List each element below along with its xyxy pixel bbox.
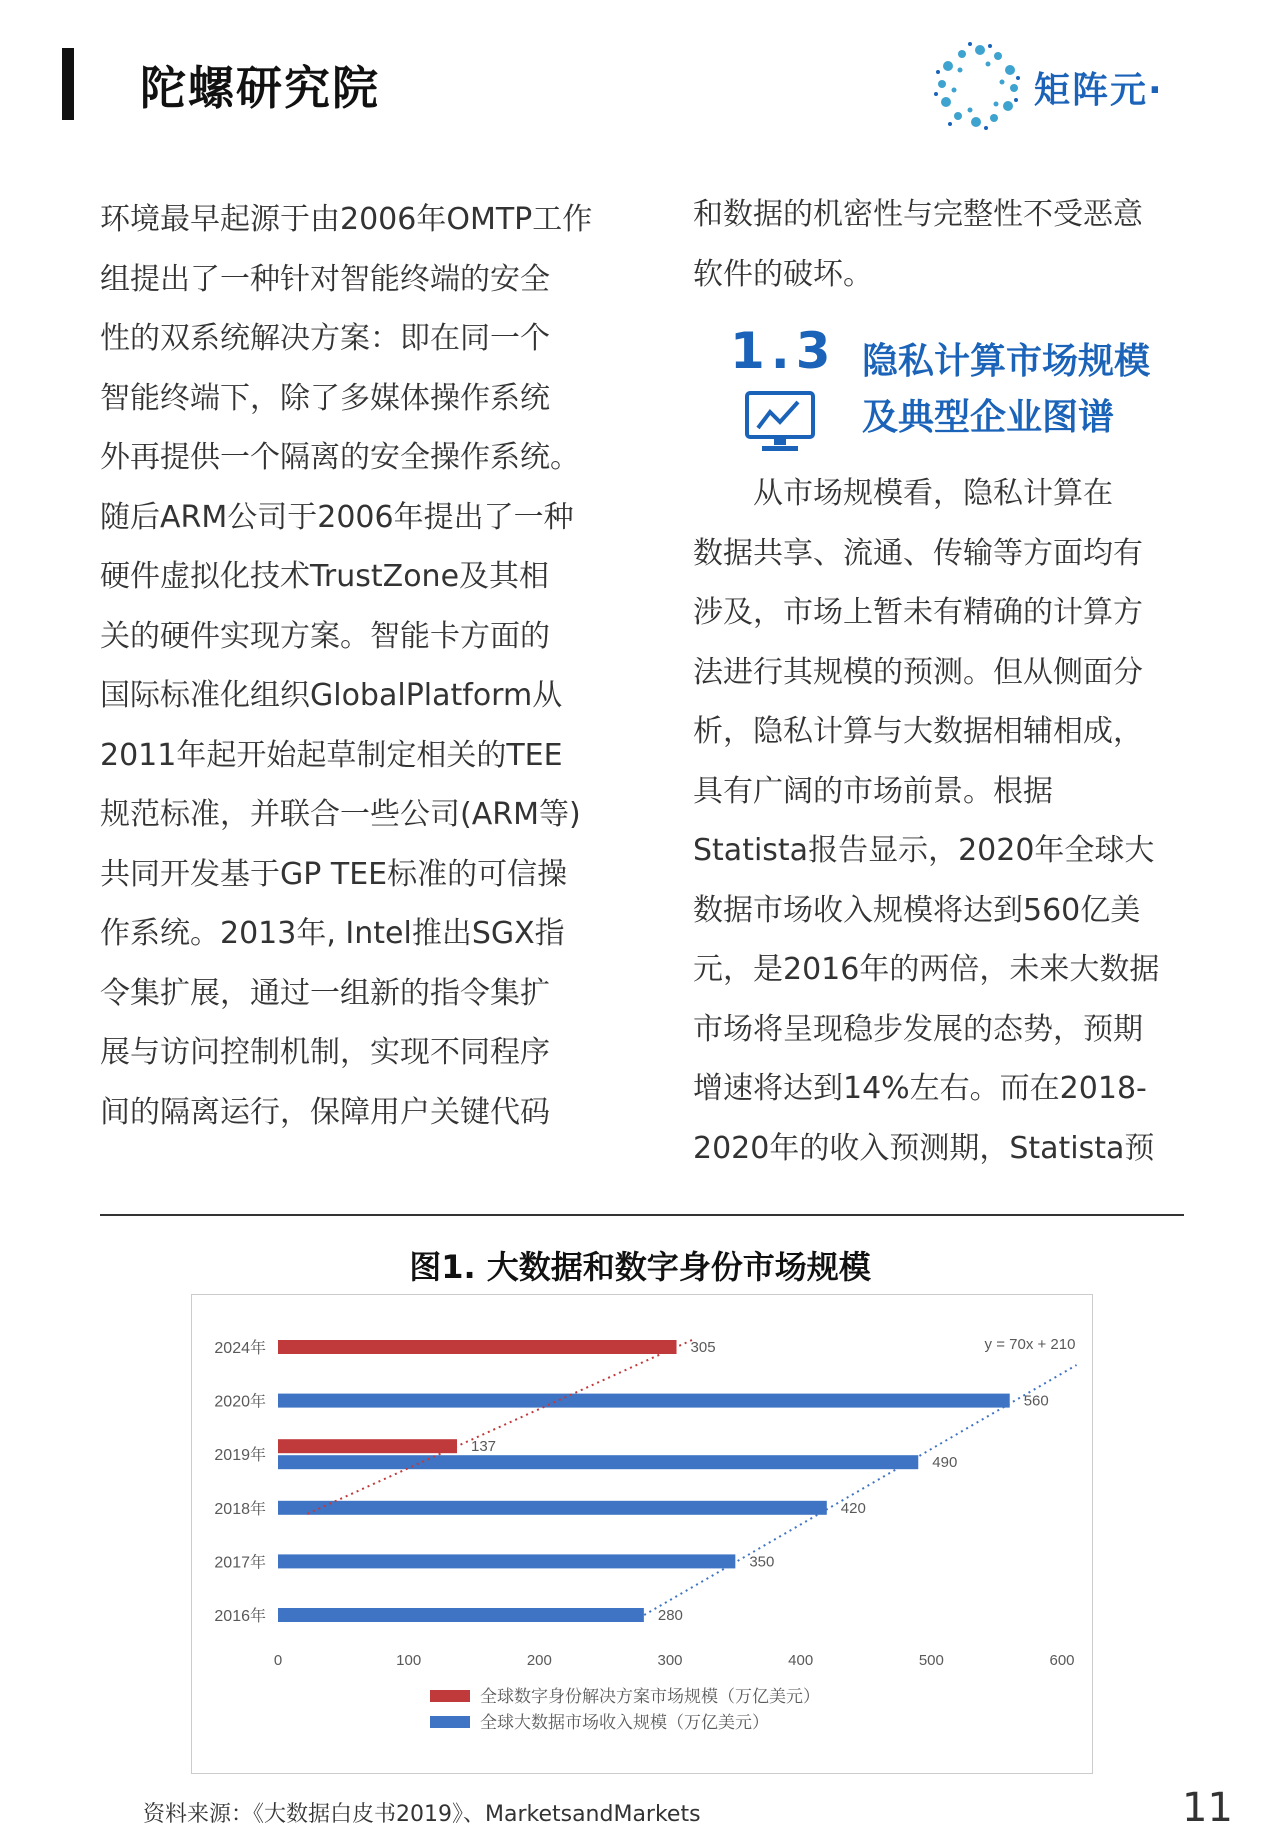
text-line: 涉及，市场上暂未有精确的计算方 (693, 595, 1143, 630)
trendline-label: y = 70x + 210 (984, 1336, 1076, 1353)
text-line: 展与访问控制机制，实现不同程序 (100, 1035, 550, 1070)
figure-title: 图1. 大数据和数字身份市场规模 (409, 1248, 871, 1286)
data-label: 560 (1023, 1392, 1049, 1410)
section-heading (730, 322, 1200, 452)
logo-mark-icon (930, 38, 1030, 134)
text-line: 2011年起开始起草制定相关的TEE (100, 737, 563, 773)
text-line: 软件的破坏。 (693, 256, 873, 292)
section-title (862, 334, 1150, 446)
right-column-top-text (693, 185, 1193, 304)
brand-title: 陀螺研究院 (140, 61, 380, 115)
x-tick-label: 400 (788, 1652, 814, 1669)
text-line: 市场将呈现稳步发展的态势，预期 (693, 1011, 1143, 1047)
text-line: 外再提供一个隔离的安全操作系统。 (100, 440, 580, 475)
legend-swatch (430, 1690, 470, 1702)
data-label: 305 (690, 1339, 716, 1356)
text-line: 2020年的收入预测期，Statista预 (693, 1130, 1155, 1166)
logo-text: 矩阵元· (1034, 70, 1164, 111)
text-line: 数据市场收入规模将达到560亿美 (693, 892, 1141, 928)
text-line: 组提出了一种针对智能终端的安全 (100, 261, 550, 297)
x-tick-label: 100 (396, 1652, 422, 1669)
data-label: 280 (657, 1607, 683, 1624)
x-tick-label: 600 (1049, 1652, 1075, 1669)
x-tick-label: 0 (273, 1652, 283, 1669)
logo (930, 38, 1190, 134)
x-tick-label: 200 (526, 1652, 552, 1669)
chart-monitor-icon (744, 390, 816, 454)
text-line: 和数据的机密性与完整性不受恶意 (693, 197, 1143, 232)
y-tick-label: 2018年 (214, 1500, 266, 1518)
x-tick-label: 300 (657, 1652, 683, 1669)
data-label: 490 (932, 1454, 958, 1472)
figure-divider (100, 1214, 1184, 1216)
bar (278, 1340, 677, 1354)
y-tick-label: 2019年 (214, 1447, 266, 1465)
legend-swatch (430, 1716, 470, 1728)
text-line: 环境最早起源于由2006年OMTP工作 (100, 202, 593, 237)
trendline (307, 1339, 694, 1514)
right-column-body-text (693, 464, 1193, 1178)
text-line: 作系统。2013年, Intel推出SGX指 (100, 916, 565, 951)
text-line: 关的硬件实现方案。智能卡方面的 (100, 618, 550, 654)
data-label: 350 (749, 1553, 775, 1571)
bar-chart (192, 1295, 1092, 1773)
text-line: 间的隔离运行，保障用户关键代码 (100, 1094, 550, 1130)
y-tick-label: 2024年 (214, 1340, 266, 1357)
text-line: 随后ARM公司于2006年提出了一种 (100, 499, 574, 535)
text-line: Statista报告显示，2020年全球大 (693, 833, 1155, 868)
page-number: 11 (1182, 1785, 1233, 1831)
x-tick-label: 500 (918, 1652, 944, 1669)
legend-label: 全球大数据市场收入规模（万亿美元） (480, 1713, 769, 1732)
text-line: 智能终端下，除了多媒体操作系统 (100, 380, 550, 416)
text-line: 数据共享、流通、传输等方面均有 (693, 535, 1143, 571)
text-line: 增速将达到14%左右。而在2018- (693, 1071, 1147, 1106)
text-line: 硬件虚拟化技术TrustZone及其相 (100, 559, 550, 594)
header-bar (62, 48, 74, 120)
bar (278, 1455, 918, 1469)
text-line: 具有广阔的市场前景。根据 (693, 773, 1053, 809)
left-column-text (100, 190, 620, 1142)
section-number: 1.3 (730, 322, 837, 380)
source-note: 资料来源：《大数据白皮书2019》、MarketsandMarkets (143, 1802, 701, 1827)
legend-label: 全球数字身份解决方案市场规模（万亿美元） (480, 1687, 820, 1706)
data-label: 420 (840, 1499, 866, 1517)
text-line: 法进行其规模的预测。但从侧面分 (693, 654, 1143, 690)
text-line: 性的双系统解决方案：即在同一个 (100, 321, 550, 356)
chart-container (191, 1294, 1093, 1774)
bar (278, 1608, 644, 1622)
y-tick-label: 2017年 (214, 1554, 266, 1572)
text-line: 从市场规模看，隐私计算在 (693, 476, 1113, 511)
text-line: 析，隐私计算与大数据相辅相成， (693, 714, 1143, 749)
section-title-line1: 隐私计算市场规模 (862, 341, 1151, 382)
text-line: 共同开发基于GP TEE标准的可信操 (100, 856, 568, 892)
bar (278, 1501, 827, 1515)
data-label: 137 (471, 1438, 497, 1456)
text-line: 规范标准，并联合一些公司(ARM等) (100, 797, 581, 832)
text-line: 令集扩展，通过一组新的指令集扩 (100, 975, 550, 1011)
bar (278, 1439, 457, 1453)
y-tick-label: 2016年 (214, 1608, 266, 1625)
text-line: 国际标准化组织GlobalPlatform从 (100, 678, 563, 713)
text-line: 元，是2016年的两倍，未来大数据 (693, 952, 1160, 987)
section-title-line2: 及典型企业图谱 (862, 397, 1115, 438)
bar (278, 1554, 735, 1568)
bar (278, 1394, 1010, 1408)
y-tick-label: 2020年 (214, 1393, 266, 1411)
